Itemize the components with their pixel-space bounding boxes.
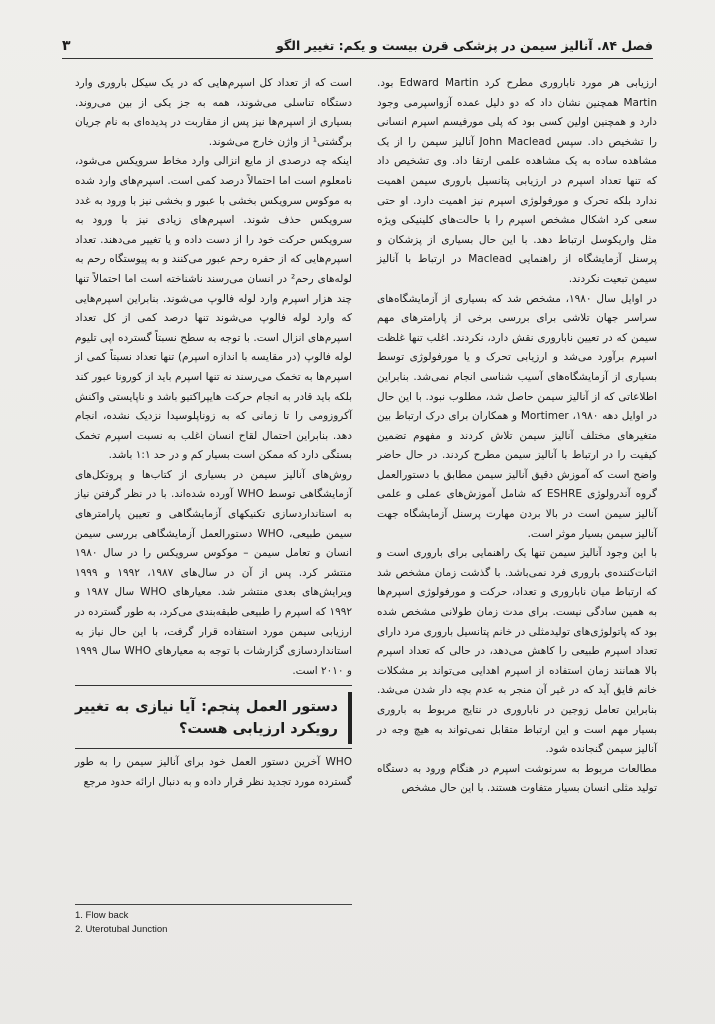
footnote: 1. Flow back xyxy=(75,910,129,921)
footnotes xyxy=(75,904,352,937)
paragraph: اینکه چه درصدی از مایع انزالی وارد مخاط سرویکس می‌شود، نامعلوم است اما احتمالاً درصد کمی است. اسپرم‌های وارد شده به موکوس سرویکس بخشی با عبور و بخشی نیز با ورود به غدد سرویکس حذف شوند. اسپرم‌های زیادی نیز با ورود به سرویکس حرکت خود را از دست داده و یا تغییر می‌دهند. تعداد اسپرم‌هایی که از حفره رحم عبور می‌کنند و به پیوستگاه رحم به لوله‌های رحم² در انسان می‌رسند ناشناخته است اما احتمالاً تنها چند هزار اسپرم وارد لوله فالوپ می‌شوند. بنابراین اسپرم‌هایی که وارد لوله فالوپ می‌شوند تنها درصد کمی از کل تعداد اسپرم‌های انزال است. با توجه به سطح نسبتاً گسترده اپی تلیوم لوله فالوپ (در مقایسه با اندازه اسپرم) تنها تعداد نسبتاً کمی از اسپرم‌ها به تخمک می‌رسند نه تنها اسپرم باید از کورونا عبور کند بلکه باید قادر به انجام حرکت هایپراکتیو باشد و ناپایستی واکنش آکروزومی را تا زمانی که به زوناپلوسیدا نزدیک نشده، انجام دهد. بنابراین احتمال لقاح انسان اغلب به نسبت اسپرم تخمک بستگی دارد که ممکن است بسیار کم و در حد ۱:۱ باشد. xyxy=(75,155,353,462)
paragraph: است که از تعداد کل اسپرم‌هایی که در یک سیکل باروری وارد دستگاه تناسلی می‌شوند، همه به جز یکی از بین می‌روند. بسیاری از اسپرم‌ها نیز پس از مقاربت در پدیده‌ای به نام جریان برگشتی¹ از واژن خارج می‌شوند. xyxy=(75,77,352,148)
paragraph: با این وجود آنالیز سیمن تنها یک راهنمایی برای باروری است و اثبات‌کننده‌ی باروری فرد نمی‌باشد. با گذشت زمان مشخص شد که ارتباط میان ناباروری و تعداد، حرکت و مورفولوژی اسپرم‌ها به همین سادگی نیست. برای مدت زمان طولانی مشخص شده بود که پاتولوژی‌های تولیدمثلی در خانم پتانسیل باروری مرد دارای تعداد اسپرم طبیعی را کاهش می‌دهد، در حالی که تعداد اسپرم بالا همانند زمان استفاده از اسپرم اهدایی می‌تواند بر مشکلات خانم فایق آید که در غیر آن منجر به عدم بچه دار شدن می‌شد. بنابراین تعامل زوجین در ناباروری در نتایج مربوط به باروری بسیار مهم است و این ارتباط متقابل نمی‌تواند به هیچ وجه در آنالیز سیمن گنجانده شود. xyxy=(377,547,657,756)
right-column xyxy=(377,74,657,799)
page-number: ۳ xyxy=(62,38,71,54)
paragraph: ارزیابی هر مورد ناباروری مطرح کرد Edward Martin بود. Martin همچنین نشان داد که دو دلیل عمده آزواسپرمی وجود دارد و همچنین اولین کسی بود که پلی مورفیسم اسپرم انسانی را تشخیص داد. سپس John Maclead آنالیز سیمن را از یک مشاهده ساده به یک مشاهده علمی ارتقا داد. وی تشخیص داد که تنها تعداد اسپرم در ارزیابی پتانسیل باروری سیمن اهمیت ندارد بلکه تحرک و مورفولوژی اسپرم نیز اهمیت دارد. او حتی سعی کرد اشکال مشخص اسپرم را با حالت‌های کلینیکی ویژه مثل واریکوسل ارتباط دهد. با این حال بسیاری از پزشکان و پرسنل آزمایشگاه از راهنمایی Maclead در ارتباط با آنالیز سیمن تبعیت نکردند. xyxy=(377,77,657,285)
page-header xyxy=(62,38,653,60)
paragraph: در اوایل سال ۱۹۸۰، مشخص شد که بسیاری از آزمایشگاه‌های سراسر جهان تلاشی برای بررسی برخی از پارامترهای مهم سیمن که در تعیین ناباروری نقش دارد، نکردند. اغلب تنها غلظت اسپرم برآورد می‌شد و ارزیابی تحرک و یا مورفولوژی توسط بسیاری از آزمایشگاه‌های آسیب شناسی انجام نمی‌شد. بنابراین اطلاعاتی که از آنالیز سیمن حاصل شد، مطلوب نبود. با این حال در اوایل دهه ۱۹۸۰، Mortimer و همکاران برای درک ارتباط بین متغیرهای مختلف آنالیز سیمن تلاش کردند و مفهوم تضمین کیفیت را در ارتباط با آنالیز سیمن مطرح کردند. در حال حاضر واضح است که آموزش دقیق آنالیز سیمن مطابق با دستورالعمل گروه آندرولوژی ESHRE که شامل آموزش‌های عملی و علمی آنالیز سیمن است در بالا بردن مهارت پرسنل آزمایشگاه جهت آنالیز سیمن بسیار موثر است. xyxy=(377,292,658,540)
section-rule xyxy=(75,685,352,686)
left-column xyxy=(75,74,352,793)
paragraph: مطالعات مربوط به سرنوشت اسپرم در هنگام ورود به دستگاه تولید مثلی انسان بسیار متفاوت هستند. با این حال مشخص xyxy=(377,762,657,795)
chapter-title: فصل ۸۴. آنالیز سیمن در پزشکی قرن بیست و یکم: تغییر الگو xyxy=(276,38,653,53)
footnote: 2. Uterotubal Junction xyxy=(75,924,168,935)
paragraph: WHO آخرین دستور العمل خود برای آنالیز سیمن را به طور گسترده مورد تجدید نظر قرار داده و به دنبال ارائه حدود مرجع xyxy=(75,756,352,788)
section-rule xyxy=(75,748,352,749)
section-heading: دستور العمل پنجم: آیا نیازی به تغییر رویکرد ارزیابی هست؟ xyxy=(75,692,352,744)
header-rule xyxy=(62,58,653,59)
paragraph: روش‌های آنالیز سیمن در بسیاری از کتاب‌ها و پروتکل‌های آزمایشگاهی توسط WHO آورده شده‌اند. با در نظر گرفتن نیاز به استانداردسازی تکنیکهای آزمایشگاهی و تعیین پارامترهای سیمن طبیعی، WHO دستورالعمل آزمایشگاهی بررسی سیمن انسان و تعامل سیمن – موکوس سرویکس را در سال ۱۹۸۰ منتشر کرد. پس از آن در سال‌های ۱۹۸۷، ۱۹۹۲ و ۱۹۹۹ ویرایش‌های بعدی منتشر شد. معیارهای WHO سال ۱۹۸۷ و ۱۹۹۲ که اسپرم را طبیعی طبقه‌بندی می‌کرد، به طور گسترده در ارزیابی سیمن مورد استفاده قرار گرفت، با این حال نیاز به استانداردسازی گزارشات با توجه به معیارهای WHO سال ۱۹۹۹ و ۲۰۱۰ است. xyxy=(75,468,353,677)
